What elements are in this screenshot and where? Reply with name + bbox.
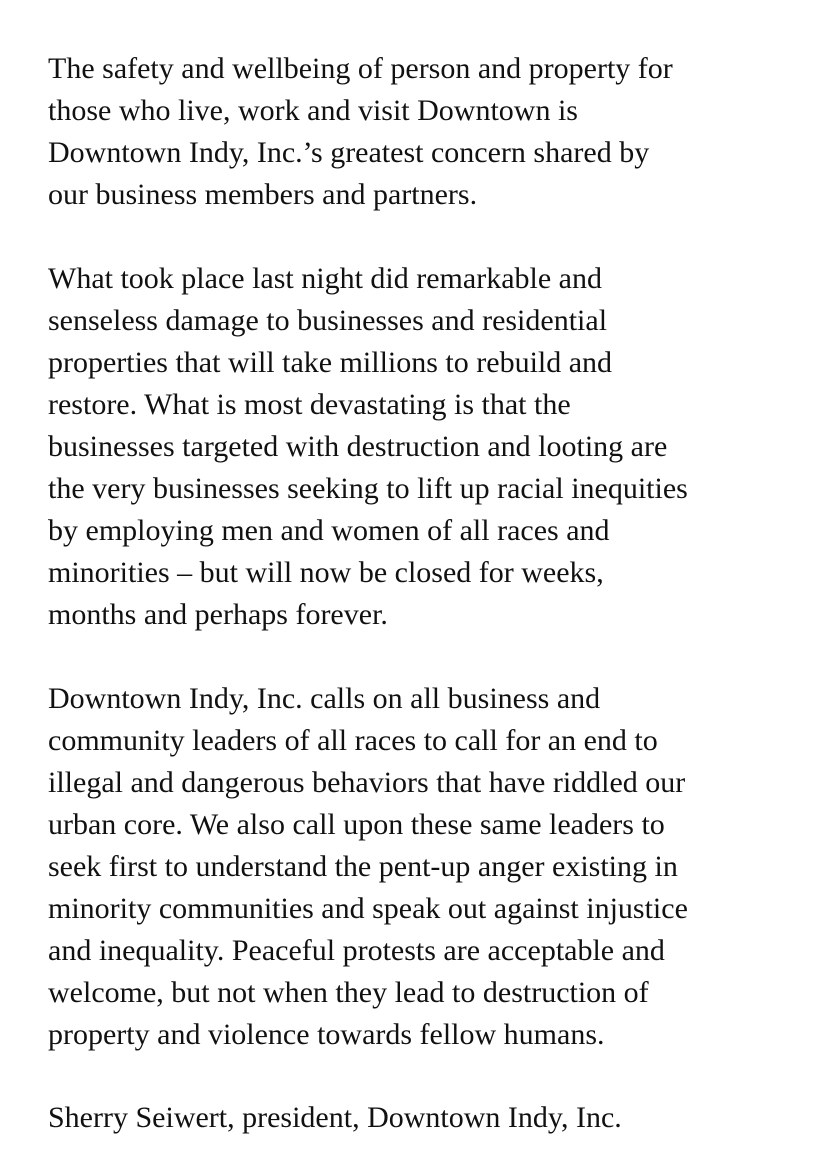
text-line: The safety and wellbeing of person and property for	[48, 52, 673, 85]
text-line: urban core. We also call upon these same leaders to	[48, 808, 665, 841]
text-line: businesses targeted with destruction and looting are	[48, 430, 668, 463]
text-line: What took place last night did remarkable and	[48, 262, 602, 295]
text-line: minorities – but will now be closed for weeks,	[48, 556, 604, 589]
text-line: senseless damage to businesses and residential	[48, 304, 608, 337]
signature-line: Sherry Seiwert, president, Downtown Indy, Inc.	[48, 1101, 622, 1134]
text-line: by employing men and women of all races and	[48, 514, 610, 547]
paragraph-damage-description	[48, 258, 808, 636]
text-line: community leaders of all races to call for an end to	[48, 724, 658, 757]
text-line: the very businesses seeking to lift up racial inequities	[48, 472, 688, 505]
text-line: those who live, work and visit Downtown is	[48, 94, 578, 127]
text-line: and inequality. Peaceful protests are acceptable and	[48, 934, 665, 967]
text-line: seek first to understand the pent-up anger existing in	[48, 850, 678, 883]
text-line: welcome, but not when they lead to destruction of	[48, 976, 649, 1009]
text-line: illegal and dangerous behaviors that have riddled our	[48, 766, 686, 799]
text-line: property and violence towards fellow humans.	[48, 1018, 605, 1051]
text-line: properties that will take millions to rebuild and	[48, 346, 613, 379]
paragraph-safety-concern	[48, 48, 808, 216]
text-line: our business members and partners.	[48, 178, 478, 211]
paragraph-call-to-leaders	[48, 678, 808, 1056]
statement-body	[48, 48, 808, 1098]
text-line: Downtown Indy, Inc. calls on all business and	[48, 682, 601, 715]
text-line: months and perhaps forever.	[48, 598, 388, 631]
text-line: minority communities and speak out against injustice	[48, 892, 688, 925]
text-line: restore. What is most devastating is that the	[48, 388, 571, 421]
text-line: Downtown Indy, Inc.’s greatest concern shared by	[48, 136, 650, 169]
